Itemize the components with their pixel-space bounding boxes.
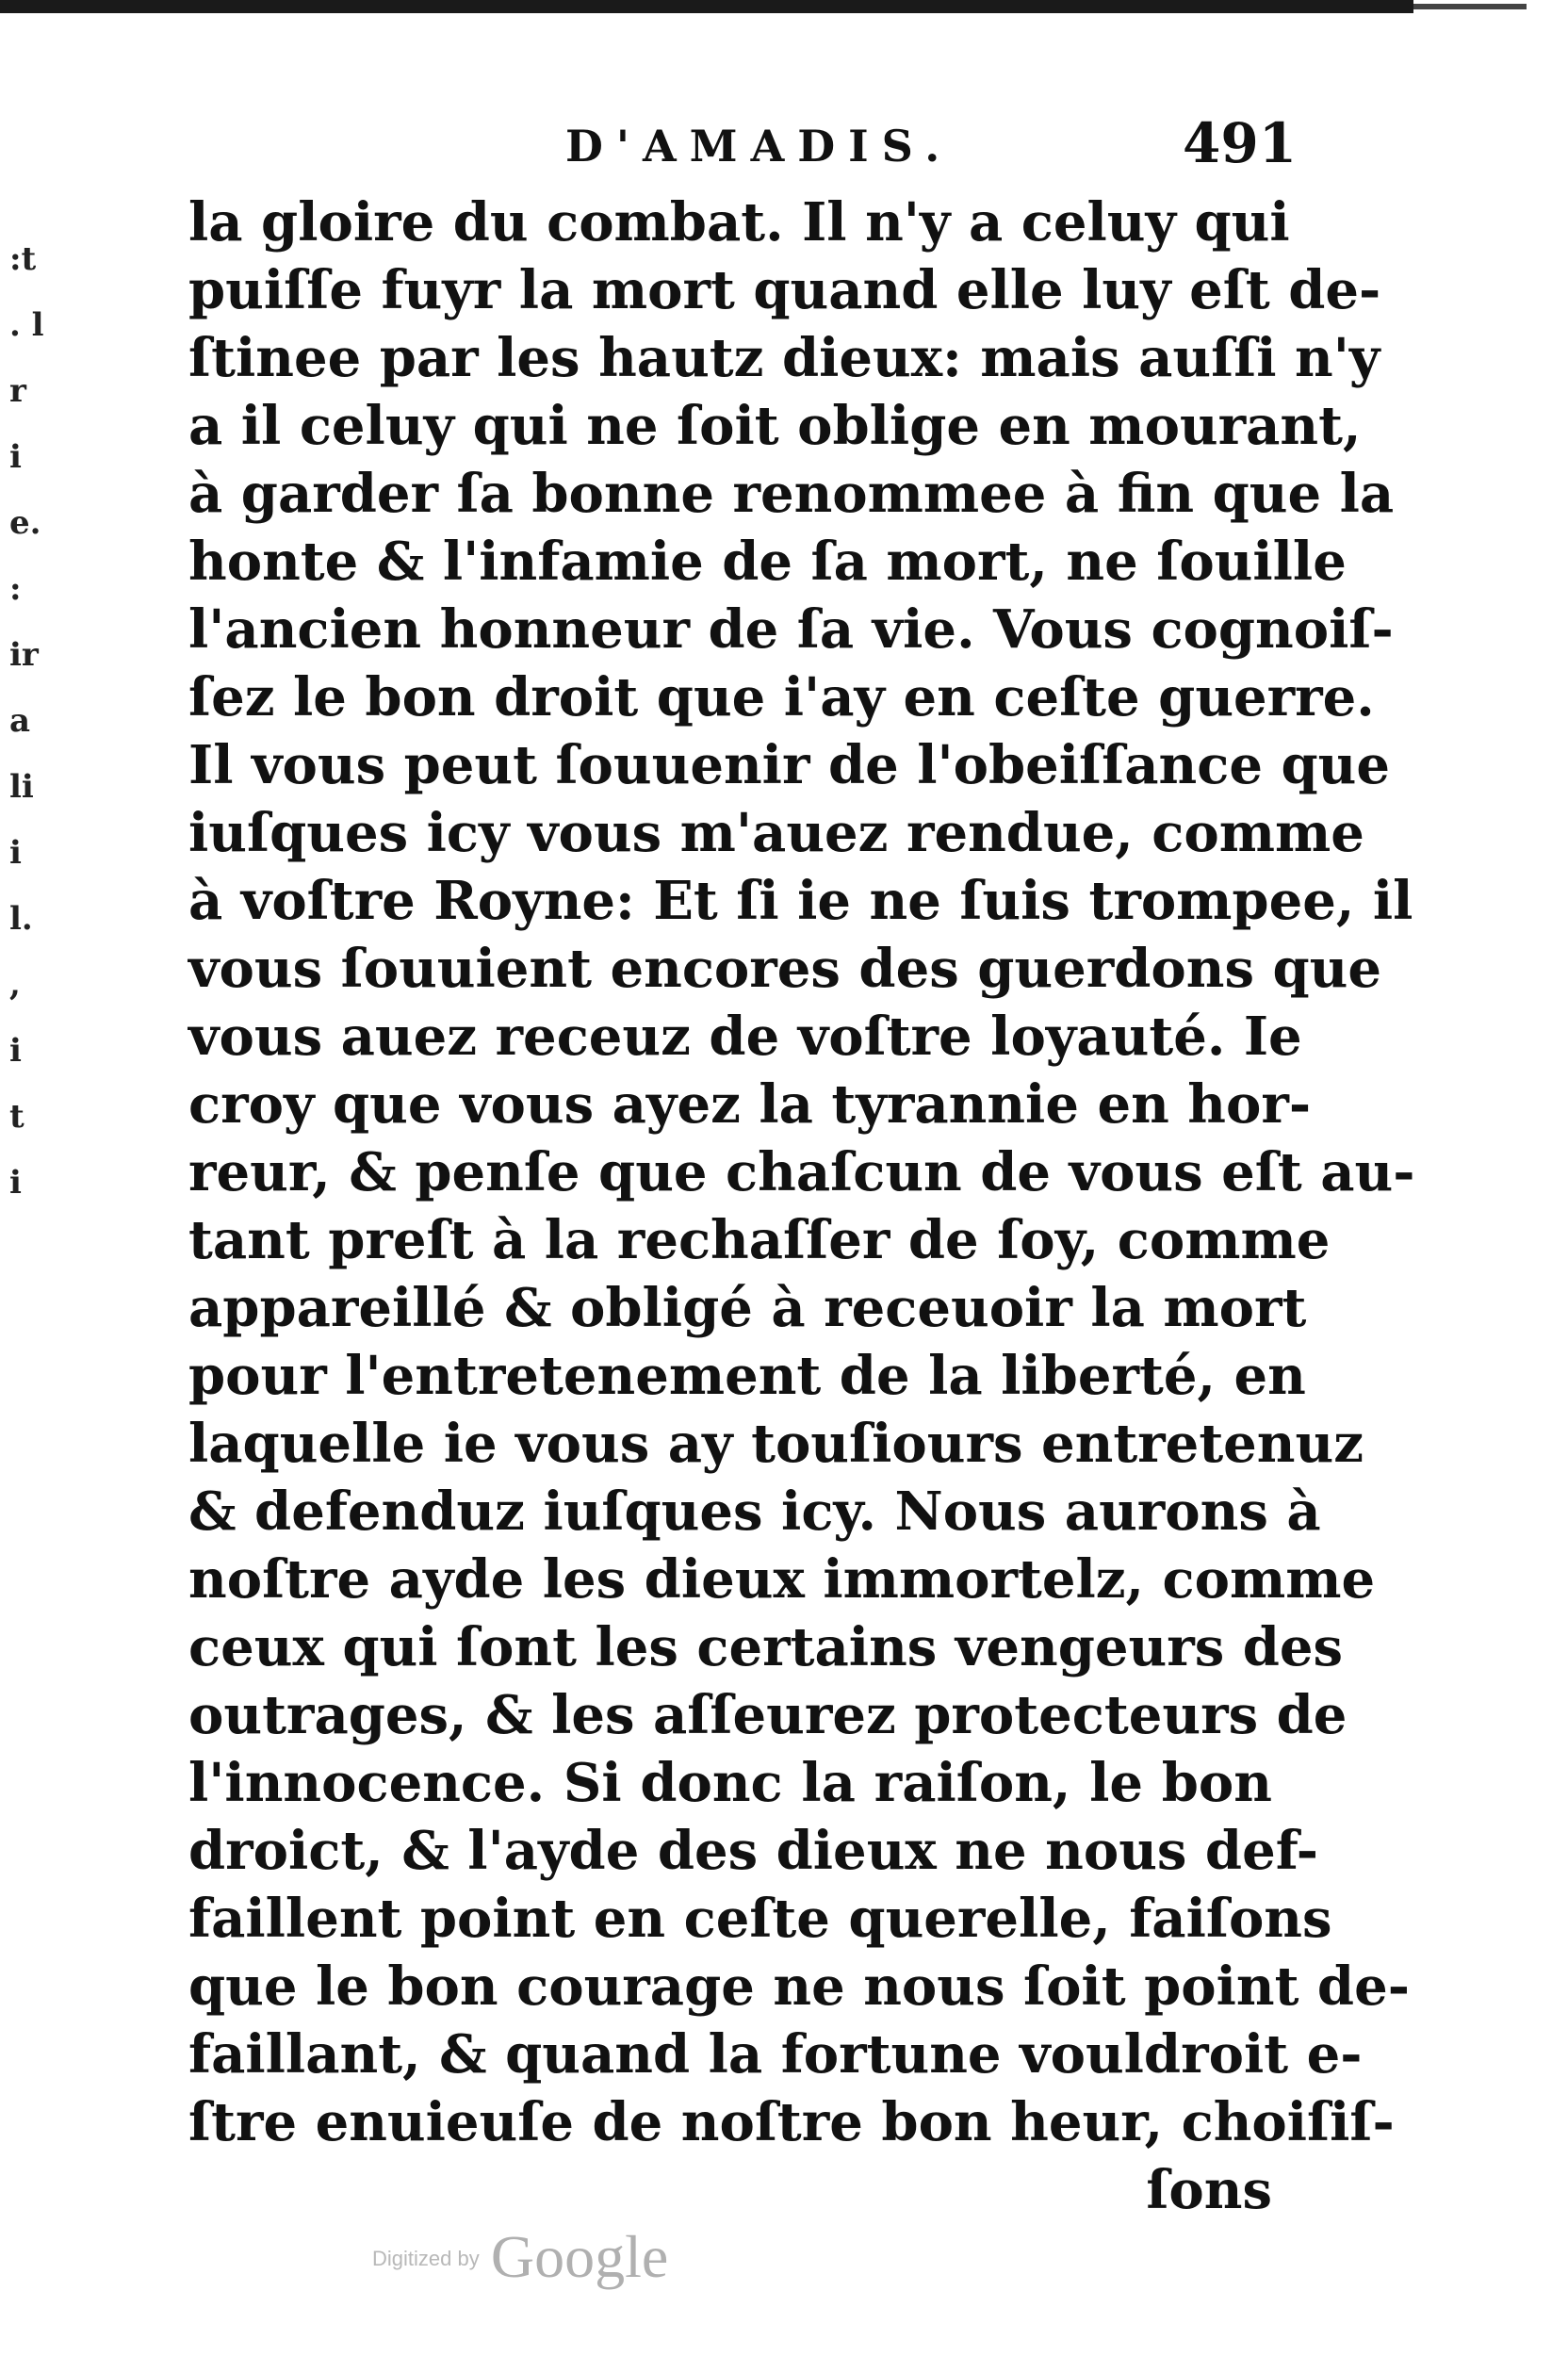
text-line: appareillé & obligé à receuoir la mort [188, 1277, 1307, 1339]
margin-mark: : [9, 570, 22, 608]
text-line: a il celuy qui ne ſoit oblige en mourant, [188, 395, 1362, 457]
text-line: outrages, & les aſſeurez protecteurs de [188, 1684, 1348, 1746]
text-line: puiſſe fuyr la mort quand elle luy eſt de- [188, 259, 1381, 321]
margin-mark: r [9, 372, 26, 410]
text-line: ſtinee par les hautz dieux: mais auſſi n'y [188, 327, 1380, 389]
margin-mark: i [9, 1032, 22, 1070]
google-brand: Google [490, 2223, 669, 2290]
margin-mark: t [9, 1098, 24, 1136]
text-line: l'ancien honneur de ſa vie. Vous cognoiſ- [188, 598, 1394, 661]
text-line: ſtre enuieuſe de noſtre bon heur, choiſiſ- [188, 2091, 1395, 2153]
text-line: droict, & l'ayde des dieux ne nous def- [188, 1820, 1319, 1882]
text-line: vous auez receuz de voſtre loyauté. Ie [188, 1006, 1302, 1068]
top-border-rule [0, 0, 1413, 13]
text-line: la gloire du combat. Il n'y a celuy qui [188, 191, 1290, 254]
page-number: 491 [1183, 111, 1298, 175]
digitized-label: Digitized by [372, 2247, 480, 2270]
text-line: iuſques icy vous m'auez rendue, comme [188, 802, 1364, 864]
text-line: que le bon courage ne nous ſoit point de- [188, 1955, 1410, 2018]
text-line: & defenduz iuſques icy. Nous aurons à [188, 1481, 1321, 1543]
left-margin-bleedthrough [9, 226, 47, 1216]
running-head: D'AMADIS. [565, 121, 954, 172]
margin-mark: l. [9, 900, 33, 938]
text-line: Il vous peut ſouuenir de l'obeiſſance que [188, 734, 1390, 796]
margin-mark: li [9, 768, 34, 806]
text-line: vous ſouuient encores des guerdons que [188, 938, 1381, 1000]
text-line: pour l'entretenement de la liberté, en [188, 1345, 1306, 1407]
text-line: laquelle ie vous ay touſiours entretenuz [188, 1413, 1364, 1475]
margin-mark: i [9, 834, 22, 872]
margin-mark: . l [9, 306, 44, 344]
margin-mark: i [9, 438, 22, 476]
text-line: noſtre ayde les dieux immortelz, comme [188, 1548, 1376, 1611]
text-line: l'innocence. Si donc la raiſon, le bon [188, 1752, 1272, 1814]
text-line: ſez le bon droit que i'ay en ceſte guerre. [188, 666, 1375, 728]
text-line: à garder ſa bonne renommee à fin que la [188, 463, 1395, 525]
text-line: à voſtre Royne: Et ſi ie ne ſuis trompee, il [188, 870, 1413, 932]
margin-mark: i [9, 1164, 22, 1202]
text-line: tant preſt à la rechaſſer de ſoy, comme [188, 1209, 1331, 1271]
text-line: croy que vous ayez la tyrannie en hor- [188, 1073, 1312, 1136]
margin-mark: :t [9, 240, 37, 278]
body-text [188, 188, 1415, 2224]
margin-mark: , [9, 966, 21, 1004]
margin-mark: ir [9, 636, 39, 674]
margin-mark: e. [9, 504, 41, 542]
text-line: honte & l'infamie de ſa mort, ne ſouille [188, 531, 1347, 593]
margin-mark: a [9, 702, 31, 740]
text-line: ceux qui ſont les certains vengeurs des [188, 1616, 1344, 1678]
text-line: faillant, & quand la fortune vouldroit e- [188, 2023, 1363, 2086]
digitized-watermark [372, 2222, 668, 2292]
text-line: faillent point en ceſte querelle, faiſons [188, 1888, 1332, 1950]
text-line: reur, & penſe que chaſcun de vous eſt au- [188, 1141, 1415, 1203]
catchword: ſons [1146, 2159, 1272, 2221]
